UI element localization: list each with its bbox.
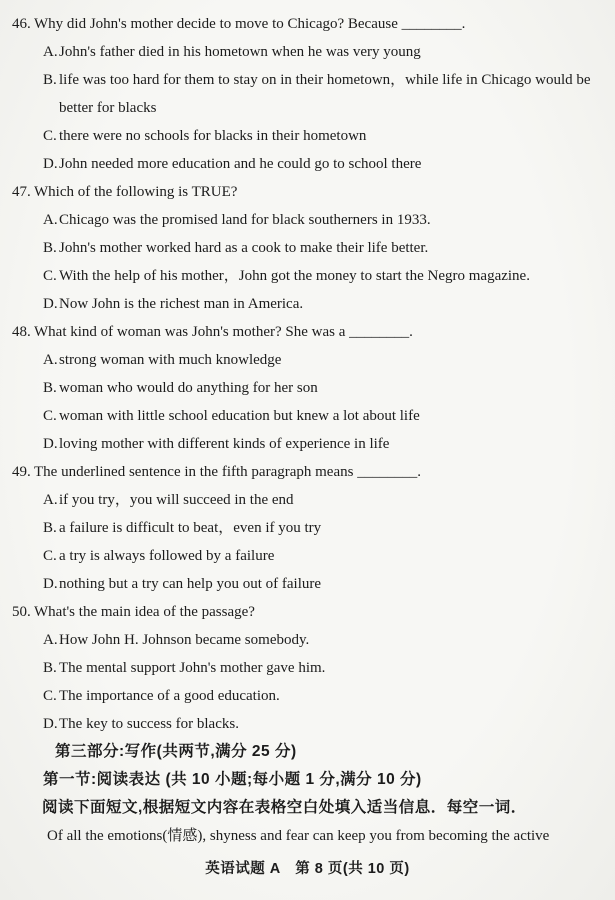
passage-opening-line: Of all the emotions(情感), shyness and fear can keep you from becoming the active [47, 828, 550, 844]
option-text: life was too hard for them to stay on in their hometown，while life in Chicago would be better for blacks [59, 72, 591, 116]
option-letter: B. [43, 660, 57, 676]
option-letter: C. [43, 688, 57, 704]
option-text: a try is always followed by a failure [59, 548, 275, 564]
writing-section-header: 第一节:阅读表达 (共 10 小题;每小题 1 分,满分 10 分) [43, 771, 422, 788]
option-46-c [0, 122, 615, 150]
option-46-a [0, 38, 615, 66]
option-text: a failure is difficult to beat，even if you try [59, 520, 322, 536]
option-letter: C. [43, 408, 57, 424]
option-letter: B. [43, 380, 57, 396]
question-48 [0, 318, 615, 346]
option-49-c [0, 542, 615, 570]
option-50-d [0, 710, 615, 738]
option-text: strong woman with much knowledge [59, 352, 282, 368]
question-text: Why did John's mother decide to move to Chicago? Because ________. [34, 16, 466, 32]
option-letter: A. [43, 492, 58, 508]
option-letter: B. [43, 240, 57, 256]
option-text: John's father died in his hometown when he was very young [59, 44, 421, 60]
option-47-c [0, 262, 615, 290]
option-47-a [0, 206, 615, 234]
option-46-d [0, 150, 615, 178]
option-letter: D. [43, 296, 58, 312]
option-letter: C. [43, 128, 57, 144]
question-50 [0, 598, 615, 626]
option-letter: B. [43, 72, 57, 88]
option-text: nothing but a try can help you out of failure [59, 576, 322, 592]
option-letter: D. [43, 436, 58, 452]
option-text: The mental support John's mother gave him. [59, 660, 326, 676]
question-number: 50. [12, 604, 31, 620]
option-text: With the help of his mother，John got the money to start the Negro magazine. [59, 268, 530, 284]
option-50-c [0, 682, 615, 710]
option-46-b [0, 66, 615, 122]
question-46 [0, 10, 615, 38]
option-text: John's mother worked hard as a cook to make their life better. [59, 240, 429, 256]
option-letter: D. [43, 716, 58, 732]
option-letter: A. [43, 212, 58, 228]
option-48-c [0, 402, 615, 430]
question-number: 48. [12, 324, 31, 340]
option-48-a [0, 346, 615, 374]
question-49 [0, 458, 615, 486]
question-text: What kind of woman was John's mother? She was a ________. [34, 324, 413, 340]
option-letter: C. [43, 548, 57, 564]
question-text: Which of the following is TRUE? [34, 184, 238, 200]
question-47 [0, 178, 615, 206]
option-text: The importance of a good education. [59, 688, 280, 704]
option-text: loving mother with different kinds of experience in life [59, 436, 390, 452]
option-letter: B. [43, 520, 57, 536]
option-48-b [0, 374, 615, 402]
question-text: What's the main idea of the passage? [34, 604, 255, 620]
option-49-b [0, 514, 615, 542]
page-footer: 英语试题 A 第 8 页(共 10 页) [205, 861, 410, 877]
question-number: 49. [12, 464, 31, 480]
option-letter: A. [43, 352, 58, 368]
option-text: there were no schools for blacks in their hometown [59, 128, 367, 144]
writing-part-header: 第三部分:写作(共两节,满分 25 分) [55, 743, 297, 760]
option-text: Now John is the richest man in America. [59, 296, 304, 312]
option-text: How John H. Johnson became somebody. [59, 632, 310, 648]
option-49-a [0, 486, 615, 514]
option-50-b [0, 654, 615, 682]
question-text: The underlined sentence in the fifth paragraph means ________. [34, 464, 421, 480]
option-text: woman with little school education but knew a lot about life [59, 408, 420, 424]
option-47-d [0, 290, 615, 318]
option-letter: D. [43, 156, 58, 172]
option-48-d [0, 430, 615, 458]
option-text: The key to success for blacks. [59, 716, 239, 732]
question-number: 47. [12, 184, 31, 200]
option-letter: C. [43, 268, 57, 284]
option-text: John needed more education and he could go to school there [59, 156, 422, 172]
option-letter: A. [43, 632, 58, 648]
writing-instruction: 阅读下面短文,根据短文内容在表格空白处填入适当信息．每空一词． [42, 799, 527, 816]
option-letter: A. [43, 44, 58, 60]
option-49-d [0, 570, 615, 598]
option-letter: D. [43, 576, 58, 592]
question-number: 46. [12, 16, 31, 32]
option-text: woman who would do anything for her son [59, 380, 318, 396]
option-text: Chicago was the promised land for black southerners in 1933. [59, 212, 431, 228]
option-47-b [0, 234, 615, 262]
option-50-a [0, 626, 615, 654]
option-text: if you try，you will succeed in the end [59, 492, 294, 508]
